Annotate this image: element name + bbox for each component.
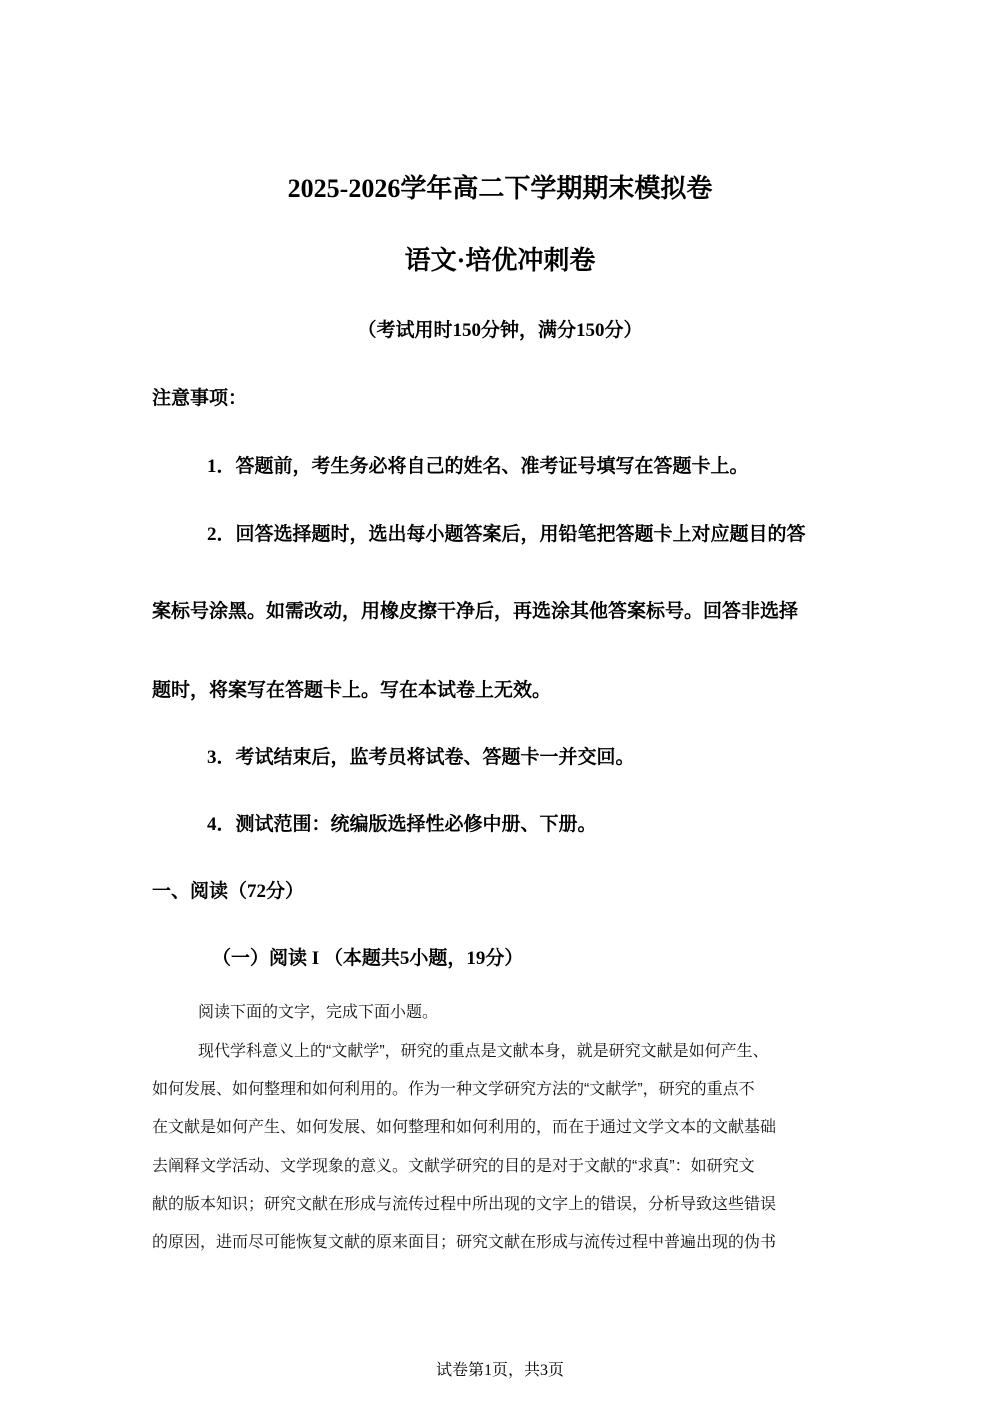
- passage-line: 如何发展、如何整理和如何利用的。作为一种文学研究方法的“文献学”，研究的重点不: [152, 1081, 755, 1098]
- passage-line: 去阐释文学活动、文学现象的意义。文献学研究的目的是对于文献的“求真”：如研究文: [152, 1158, 755, 1175]
- exam-subtitle: 语文·培优冲刺卷: [404, 246, 596, 275]
- passage-line: 在文献是如何产生、如何发展、如何整理和如何利用的，而在于通过文学文本的文献基础: [152, 1119, 777, 1136]
- passage-line: 献的版本知识；研究文献在形成与流传过程中所出现的文字上的错误，分析导致这些错误: [152, 1196, 777, 1213]
- exam-info: （考试用时150分钟，满分150分）: [357, 320, 643, 341]
- notice-item-1: 1．答题前，考生务必将自己的姓名、准考证号填写在答题卡上。: [207, 456, 749, 477]
- passage-instruction: 阅读下面的文字，完成下面小题。: [198, 1004, 439, 1021]
- notice-item-4: 4．测试范围：统编版选择性必修中册、下册。: [207, 814, 597, 835]
- page-footer: 试卷第1页，共3页: [435, 1362, 564, 1379]
- exam-title: 2025-2026学年高二下学期期末模拟卷: [287, 174, 713, 203]
- notice-item-3: 3．考试结束后，监考员将试卷、答题卡一并交回。: [207, 747, 635, 768]
- passage-line: 现代学科意义上的“文献学”，研究的重点是文献本身，就是研究文献是如何产生、: [198, 1043, 769, 1060]
- notice-item-2-line-1: 2．回答选择题时，选出每小题答案后，用铅笔把答题卡上对应题目的答: [207, 524, 806, 545]
- passage-line: 的原因，进而尽可能恢复文献的原来面目；研究文献在形成与流传过程中普遍出现的伪书: [152, 1234, 777, 1251]
- notice-heading: 注意事项：: [152, 388, 248, 409]
- notice-item-2-line-2: 案标号涂黑。如需改动，用橡皮擦干净后，再选涂其他答案标号。回答非选择: [152, 601, 799, 622]
- notice-item-2-line-3: 题时，将案写在答题卡上。写在本试卷上无效。: [152, 680, 552, 701]
- section-subheading: （一）阅读 I （本题共5小题，19分）: [212, 948, 524, 969]
- section-heading: 一、阅读（72分）: [152, 881, 305, 902]
